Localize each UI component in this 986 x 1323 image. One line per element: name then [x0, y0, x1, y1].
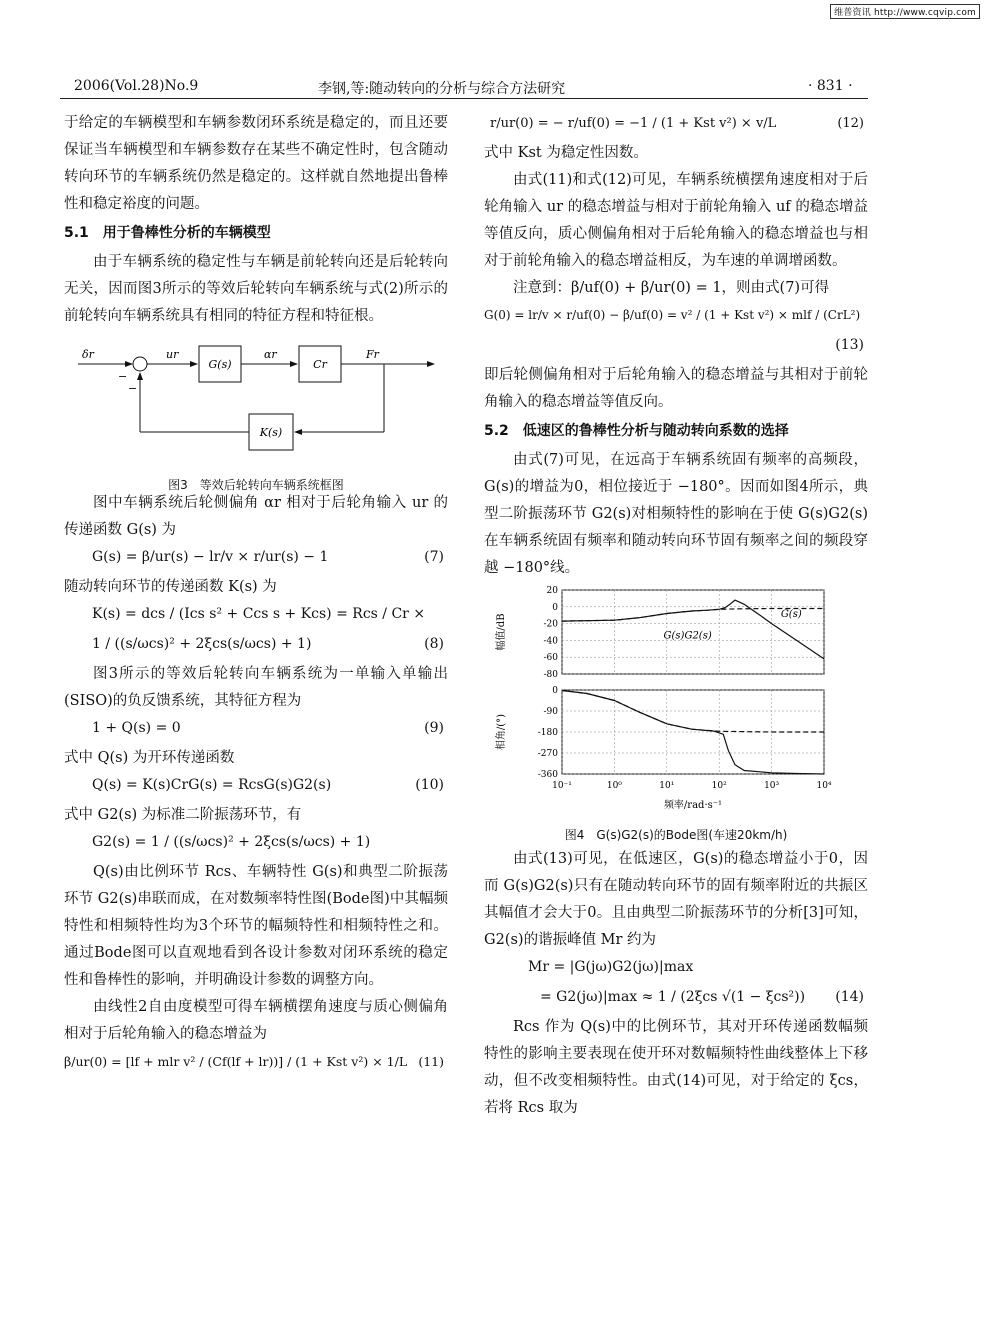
y-axis-label: 相角/(°) — [496, 713, 507, 751]
y-axis-label: 幅值/dB — [496, 613, 507, 651]
figure-4 — [484, 582, 868, 846]
figure-4-caption: 图4 G(s)G2(s)的Bode图(车速20km/h) — [564, 828, 788, 842]
page-number: · 831 · — [808, 78, 853, 94]
right-para-1: 式中 Kst 为稳定性因数。 — [484, 145, 648, 161]
y-tick-label: 0 — [552, 602, 558, 613]
fig3-input-label: δr — [82, 348, 94, 361]
fig3-Cr-block-label: Cr — [313, 358, 327, 371]
y-tick-label: -40 — [543, 636, 558, 647]
running-title: 李钢,等:随动转向的分析与综合方法研究 — [318, 81, 566, 97]
fig3-G-block-label: G(s) — [208, 358, 232, 371]
equation-9-body: 1 + Q(s) = 0 — [92, 720, 181, 736]
equation-8-part-2: 1 / ((s/ωcs)² + 2ξcs(s/ωcs) + 1) — [92, 636, 312, 652]
equation-g2-body: G2(s) = 1 / ((s/ωcs)² + 2ξcs(s/ωcs) + 1) — [92, 834, 371, 850]
right-column — [484, 110, 868, 1122]
left-para-8: Q(s)由比例环节 Rcs、车辆特性 G(s)和典型二阶振荡环节 G2(s)串联而成，在对数频率特性图(Bode图)中其幅频特性和相频特性均为3个环节的幅频特性和相频特性之和。通过Bode图可以直观地看到各设计参数对闭环系统的稳定性和鲁棒性的影响，并明确设计参数的调整方向。 — [64, 864, 448, 988]
series-gsg2s-line — [562, 691, 824, 775]
left-para-3: 图中车辆系统后轮侧偏角 αr 相对于后轮角输入 ur 的传递函数 G(s) 为 — [64, 495, 448, 538]
right-para-6: 由式(13)可见，在低速区，G(s)的稳态增益小于0，因而 G(s)G2(s)只有在随动转向环节的固有频率附近的共振区其幅值才会大于0。且由典型二阶振荡环节的分析[3]可知，G2(s)的谐振峰值 Mr 约为 — [484, 851, 868, 948]
figure-3-caption: 图3 等效后轮转向车辆系统框图 — [168, 478, 344, 492]
equation-14-line-1 — [484, 954, 868, 984]
left-para-6: 式中 Q(s) 为开环传递函数 — [64, 750, 235, 766]
left-para-7: 式中 G2(s) 为标准二阶振荡环节，有 — [64, 807, 302, 823]
equation-14-part-1: Mr = |G(jω)G2(jω)|max — [528, 959, 694, 975]
fig3-minus-sign: − — [128, 382, 138, 395]
fig3-ur-label: ur — [166, 348, 179, 361]
fig3-Fr-label: Fr — [366, 348, 379, 361]
right-para-3: 注意到：β/uf(0) + β/ur(0) = 1，则由式(7)可得 — [513, 280, 830, 296]
block-diagram — [64, 334, 448, 464]
equation-13-number-line — [484, 332, 868, 362]
left-para-9: 由线性2自由度模型可得车辆横摆角速度与质心侧偏角相对于后轮角输入的稳态增益为 — [64, 999, 448, 1042]
right-para-4: 即后轮侧偏角相对于后轮角输入的稳态增益与其相对于前轮角输入的稳态增益等值反向。 — [484, 367, 868, 410]
series-label: G(s)G2(s) — [663, 630, 712, 642]
equation-9-number: (9) — [424, 720, 444, 736]
equation-8-line-1 — [64, 601, 448, 631]
fig3-K-block-label: K(s) — [259, 426, 283, 439]
bode-plot — [484, 586, 868, 818]
equation-14-line-2 — [484, 984, 868, 1014]
y-tick-label: 0 — [552, 686, 558, 696]
equation-8-part-1: K(s) = dcs / (Ics s² + Ccs s + Kcs) = Rcs / Cr × — [92, 606, 426, 622]
y-tick-label: -180 — [537, 728, 558, 738]
equation-10-body: Q(s) = K(s)CrG(s) = RcsG(s)G2(s) — [92, 777, 332, 793]
y-tick-label: -80 — [543, 670, 558, 680]
series-label: G(s) — [780, 608, 802, 620]
equation-11-body: β/ur(0) = [lf + mlr v² / (Cf(lf + lr))] / (1 + Kst v²) × 1/L — [64, 1054, 408, 1069]
section-5-1-heading: 5.1 用于鲁棒性分析的车辆模型 — [64, 225, 271, 241]
right-para-2: 由式(11)和式(12)可见，车辆系统横摆角速度相对于后轮角输入 ur 的稳态增益与相对于前轮角输入 uf 的稳态增益等值反向，质心侧偏角相对于后轮角输入的稳态增益也与相对于前轮角输入的稳态增益相反，为车速的单调增函数。 — [484, 172, 868, 269]
equation-12-number: (12) — [837, 116, 864, 131]
equation-7 — [64, 544, 448, 574]
x-tick-label: 10⁰ — [606, 781, 622, 791]
left-column — [64, 110, 448, 1078]
x-tick-label: 10³ — [764, 781, 780, 791]
left-para-4: 随动转向环节的传递函数 K(s) 为 — [64, 579, 277, 595]
equation-7-number: (7) — [424, 549, 444, 565]
y-tick-label: -270 — [537, 749, 558, 759]
x-tick-label: 10¹ — [659, 781, 675, 791]
equation-12 — [484, 110, 868, 140]
equation-10-number: (10) — [415, 777, 444, 793]
x-tick-label: 10⁴ — [816, 781, 832, 791]
equation-8-number: (8) — [424, 636, 444, 652]
y-tick-label: -90 — [543, 707, 558, 717]
equation-13-body: G(0) = lr/v × r/uf(0) − β/uf(0) = v² / (1 + Kst v²) × mlf / (CrL²) — [484, 308, 861, 322]
right-para-7: Rcs 作为 Q(s)中的比例环节，其对开环传递函数幅频特性的影响主要表现在使开环对数幅频特性曲线整体上下移动，但不改变相频特性。由式(14)可见，对于给定的 ξcs，若将 Rcs 取为 — [484, 1019, 868, 1116]
equation-11-number: (11) — [418, 1054, 444, 1069]
y-tick-label: -360 — [537, 770, 558, 780]
equation-14-number: (14) — [835, 989, 864, 1005]
section-5-2-heading: 5.2 低速区的鲁棒性分析与随动转向系数的选择 — [484, 423, 789, 439]
x-axis-label: 频率/rad·s⁻¹ — [663, 800, 723, 811]
equation-11 — [64, 1048, 448, 1078]
equation-7-body: G(s) = β/ur(s) − lr/v × r/ur(s) − 1 — [92, 549, 329, 565]
equation-8-line-2 — [64, 631, 448, 661]
left-para-2: 由于车辆系统的稳定性与车辆是前轮转向还是后轮转向无关，因而图3所示的等效后轮转向车辆系统与式(2)所示的前轮转向车辆系统具有相同的特征方程和特征根。 — [64, 254, 448, 324]
figure-3 — [64, 330, 448, 490]
y-tick-label: 20 — [546, 586, 558, 596]
header-rule — [60, 98, 868, 99]
watermark: 维普资讯 http://www.cqvip.com — [830, 4, 980, 19]
x-tick-label: 10² — [711, 781, 727, 791]
y-tick-label: -20 — [543, 619, 558, 630]
left-para-5: 图3所示的等效后轮转向车辆系统为一单输入单输出(SISO)的负反馈系统，其特征方程为 — [64, 666, 448, 709]
y-tick-label: -60 — [543, 653, 558, 664]
equation-10 — [64, 772, 448, 802]
fig3-minus-sign: − — [118, 370, 128, 383]
equation-13-number: (13) — [835, 337, 864, 353]
equation-g2 — [64, 829, 448, 859]
equation-9 — [64, 715, 448, 745]
plot-frame — [562, 690, 824, 774]
journal-issue: 2006(Vol.28)No.9 — [74, 78, 199, 94]
equation-12-body: r/ur(0) = − r/uf(0) = −1 / (1 + Kst v²) × v/L — [490, 116, 777, 131]
equation-13 — [484, 302, 868, 332]
right-para-5: 由式(7)可见，在远高于车辆系统固有频率的高频段，G(s)的增益为0，相位接近于 −180°。因而如图4所示，典型二阶振荡环节 G2(s)对相频特性的影响在于使 G(s)G2(s)在车辆系统固有频率和随动转向环节固有频率之间的频段穿越 −180°线。 — [484, 452, 868, 576]
equation-14-part-2: = G2(jω)|max ≈ 1 / (2ξcs √(1 − ξcs²)) — [540, 989, 806, 1005]
left-para-1: 于给定的车辆模型和车辆参数闭环系统是稳定的，而且还要保证当车辆模型和车辆参数存在某些不确定性时，包含随动转向环节的车辆系统仍然是稳定的。这样就自然地提出鲁棒性和稳定裕度的问题。 — [64, 115, 448, 212]
fig3-alpha-label: αr — [264, 348, 277, 361]
x-tick-label: 10⁻¹ — [552, 781, 572, 791]
